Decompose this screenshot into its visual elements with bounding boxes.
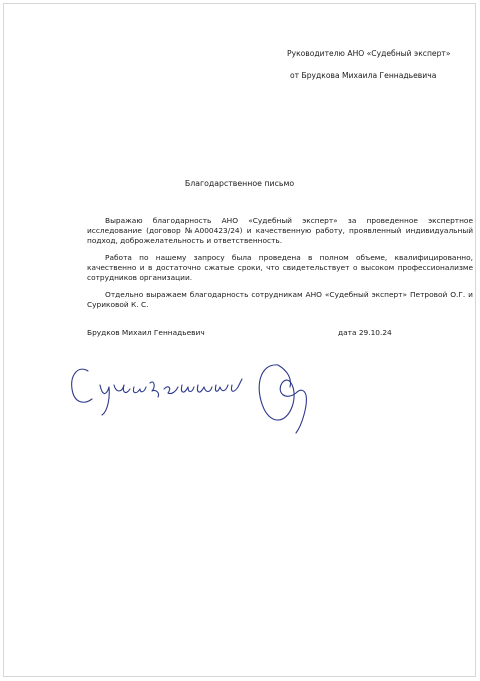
handwritten-word — [100, 379, 242, 415]
addressee-block — [287, 49, 450, 81]
letter-page — [3, 3, 476, 677]
handwritten-flourish — [259, 365, 306, 433]
addressee-to: Руководителю АНО «Судебный эксперт» — [287, 49, 451, 58]
signer-name: Брудков Михаил Геннадьевич — [87, 328, 205, 337]
body-paragraph-1: Выражаю благодарность АНО «Судебный эксперт» за проведенное экспертное исследование (договор №А000423/24) и качественную работу, проявленный индивидуальный подход, доброжелательность и ответственность. — [87, 216, 473, 245]
addressee-from: от Брудкова Михаила Геннадьевича — [290, 71, 437, 80]
handwritten-letter-s — [72, 369, 92, 402]
letter-date: дата 29.10.24 — [338, 328, 392, 337]
handwritten-signature-image — [64, 349, 334, 439]
body-paragraph-2: Работа по нашему запросу была проведена в полном объеме, квалифицированно, качественно и в достаточно сжатые сроки, что свидетельствует о высоком профессионализме сотрудников организации. — [87, 253, 473, 282]
body-paragraph-3: Отдельно выражаем благодарность сотрудникам АНО «Судебный эксперт» Петровой О.Г. и Суриковой К. С. — [87, 290, 473, 309]
letter-title: Благодарственное письмо — [184, 179, 295, 188]
letter-body — [87, 216, 473, 317]
